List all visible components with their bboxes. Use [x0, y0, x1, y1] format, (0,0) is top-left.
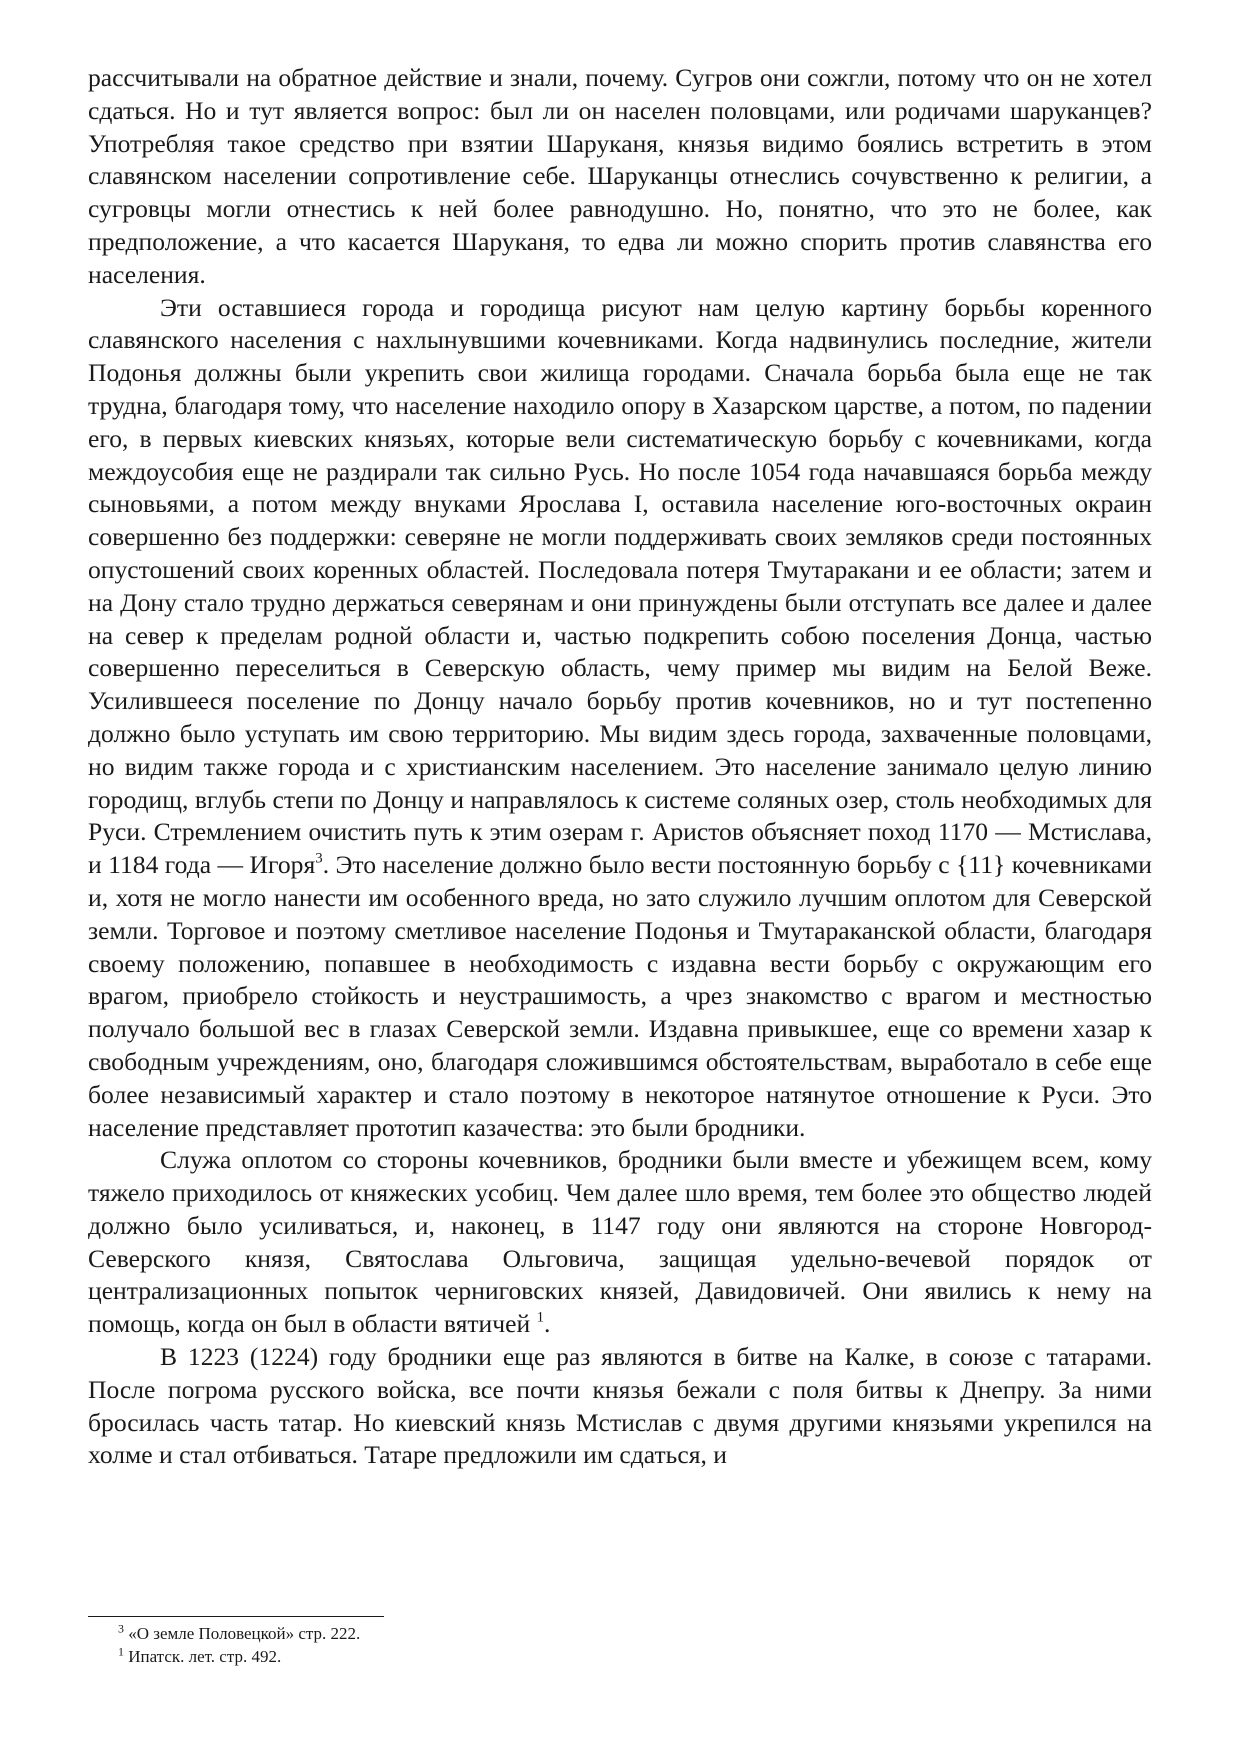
paragraph-3: Служа оплотом со стороны кочевников, бродники были вместе и убежищем всем, кому тяжело приходилось от княжеских усобиц. Чем далее шло время, тем более это общество людей должно было усиливаться, и, наконец, в 1147 году они являются на стороне Новгород-Северского князя, Святослава Ольговича, защищая удельно-вечевой порядок от централизационных попыток черниговских князей, Давидовичей. Они явились к нему на помощь, когда он был в области вятичей $^1$. [88, 1145, 1152, 1339]
paragraph-1: рассчитывали на обратное действие и знали, почему. Сугров они сожгли, потому что он не хотел сдаться. Но и тут является вопрос: был ли он населен половцами, или родичами шаруканцев? Употребляя такое средство при взятии Шаруканя, князья видимо боялись встретить в этом славянском населении сопротивление себе. Шаруканцы отнеслись сочувственно к религии, а сугровцы могли отнестись к ней более равнодушно. Но, понятно, что это не более, как предположение, а что касается Шаруканя, то едва ли можно спорить против славянства его населения. [88, 63, 1152, 289]
footnote-1: $^1$ Ипатск. лет. стр. 492. [118, 1644, 282, 1666]
footnote-ref-1: 1 [536, 1309, 544, 1326]
main-text [88, 62, 1152, 1472]
paragraph-2: Эти оставшиеся города и городища рисуют нам целую картину борьбы коренного славянского населения с нахлынувшими кочевниками. Когда надвинулись последние, жители Подонья должны были укрепить свои жилища городами. Сначала борьба была еще не так трудна, благодаря тому, что население находило опору в Хазарском царстве, а потом, по падении его, в первых киевских князьях, которые вели систематическую борьбу с кочевниками, когда междоусобия еще не раздирали так сильно Русь. Но после 1054 года начавшаяся борьба между сыновьями, а потом между внуками Ярослава I, оставила население юго-восточных окраин совершенно без поддержки: северяне не могли поддерживать своих земляков среди постоянных опустошений своих коренных областей. Последовала потеря Тмутаракани и ее области; затем и на Дону стало трудно держаться северянам и они принуждены были отступать все далее и далее на север к пределам родной области и, частью подкрепить собою поселения Донца, частью совершенно переселиться в Северскую область, чему пример мы видим на Белой Веже. Усилившееся поселение по Донцу начало борьбу против кочевников, но и тут постепенно должно было уступать им свою территорию. Мы видим здесь города, захваченные половцами, но видим также города и с христианским населением. Это население занимало целую линию городищ, вглубь степи по Донцу и направлялось к системе соляных озер, столь необходимых для Руси. Стремлением очистить путь к этим озерам г. Аристов объясняет поход 1170 — Мстислава, и 1184 года — Игоря$^3$. Это население должно было вести постоянную борьбу с {11} кочевниками и, хотя не могло нанести им особенного вреда, но зато служило лучшим оплотом для Северской земли. Торговое и поэтому сметливое население Подонья и Тмутараканской области, благодаря своему положению, попавшее в необходимость с издавна вести борьбу с окружающим его врагом, приобрело стойкость и неустрашимость, а чрез знакомство с врагом и местностью получало большой вес в глазах Северской земли. Издавна привыкшее, еще со времени хазар к свободным учреждениям, оно, благодаря сложившимся обстоятельствам, выработало в себе еще более независимый характер и стало поэтому в некоторое натянутое отношение к Руси. Это население представляет прототип казачества: это были бродники. [88, 292, 1152, 1142]
paragraph-4: В 1223 (1224) году бродники еще раз являются в битве на Калке, в союзе с татарами. После погрома русского войска, все почти князья бежали с поля битвы к Днепру. За ними бросилась часть татар. Но киевский князь Мстислав с двумя другими князьями укрепился на холме и стал отбиваться. Татаре предложили им сдаться, и [88, 1342, 1152, 1470]
footnote-separator [88, 1616, 384, 1617]
footnotes [118, 1622, 918, 1668]
footnote-ref-3: 3 [315, 850, 323, 867]
footnote-3: $^3$ «О земле Половецкой» стр. 222. [118, 1621, 361, 1643]
